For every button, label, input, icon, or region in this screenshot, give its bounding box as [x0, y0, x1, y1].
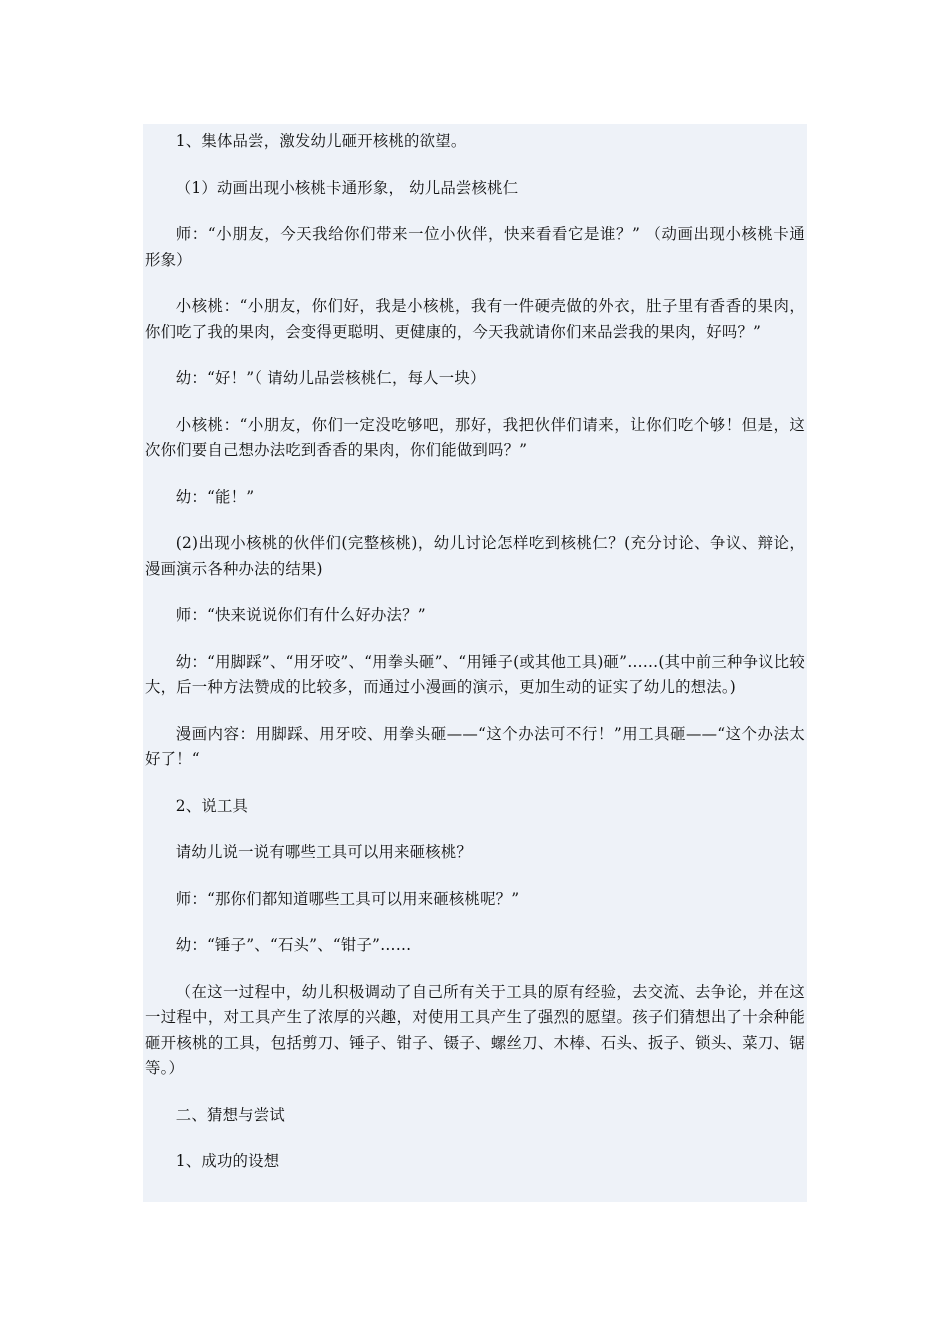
body-paragraph: 请幼儿说一说有哪些工具可以用来砸核桃？ — [175, 843, 473, 861]
dialogue-paragraph: 幼：“锤子”、“石头”、“钳子”…… — [175, 936, 412, 954]
document-body — [143, 124, 807, 1202]
dialogue-paragraph: 小核桃：“小朋友，你们好，我是小核桃，我有一件硬壳做的外衣，肚子里有香香的果肉，你们吃了我的果肉，会变得更聪明、更健康的，今天我就请你们来品尝我的果肉，好吗？” — [145, 297, 805, 341]
body-paragraph: （在这一过程中，幼儿积极调动了自己所有关于工具的原有经验，去交流、去争论，并在这一过程中，对工具产生了浓厚的兴趣，对使用工具产生了强烈的愿望。孩子们猜想出了十余种能砸开核桃的工具，包括剪刀、锤子、钳子、镊子、螺丝刀、木棒、石头、扳子、锁头、菜刀、锯等。） — [145, 982, 805, 1077]
dialogue-paragraph: 小核桃：“小朋友，你们一定没吃够吧，那好，我把伙伴们请来，让你们吃个够！但是，这次你们要自己想办法吃到香香的果肉，你们能做到吗？” — [145, 415, 805, 459]
sub-heading: （1）动画出现小核桃卡通形象， 幼儿品尝核桃仁 — [175, 178, 519, 197]
sub-heading: (2)出现小核桃的伙伴们(完整核桃)，幼儿讨论怎样吃到核桃仁？(充分讨论、争议、辩论，漫画演示各种办法的结果) — [145, 534, 805, 578]
dialogue-paragraph: 幼：“用脚踩”、“用牙咬”、“用拳头砸”、“用锤子(或其他工具)砸”……(其中前三种争议比较大，后一种方法赞成的比较多，而通过小漫画的演示，更加生动的证实了幼儿的想法。) — [145, 652, 805, 696]
dialogue-paragraph: 师：“小朋友，今天我给你们带来一位小伙伴，快来看看它是谁？” （动画出现小核桃卡通形象） — [145, 225, 805, 269]
section-heading: 1、集体品尝，激发幼儿砸开核桃的欲望。 — [175, 132, 467, 150]
dialogue-paragraph: 幼：“能！” — [175, 487, 255, 506]
dialogue-paragraph: 师：“那你们都知道哪些工具可以用来砸核桃呢？” — [175, 889, 520, 908]
dialogue-paragraph: 幼：“好！”（ 请幼儿品尝核桃仁，每人一块） — [175, 369, 486, 387]
section-heading: 1、成功的设想 — [175, 1152, 280, 1170]
section-heading: 2、说工具 — [175, 796, 249, 815]
body-paragraph: 漫画内容：用脚踩、用牙咬、用拳头砸——“这个办法可不行！”用工具砸——“这个办法太好了！“ — [145, 724, 805, 768]
dialogue-paragraph: 师：“快来说说你们有什么好办法？” — [175, 606, 426, 624]
section-heading: 二、猜想与尝试 — [175, 1105, 285, 1124]
